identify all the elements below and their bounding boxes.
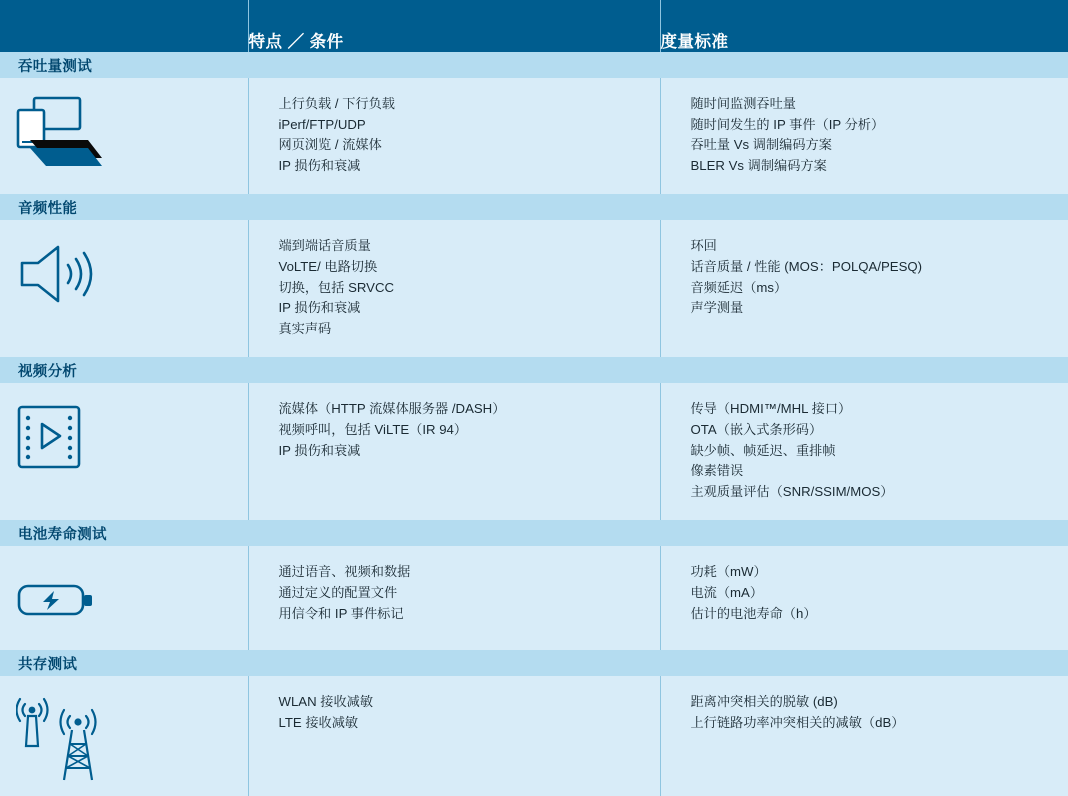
section-content (0, 383, 1068, 520)
feature-line: LTE 接收减敏 (278, 714, 359, 730)
section-title: 共存测试 (18, 656, 78, 673)
section-band (0, 357, 1068, 383)
feature-line: IP 损伤和衰减 (278, 157, 361, 173)
features-cell (248, 383, 660, 520)
feature-line: 网页浏览 / 流媒体 (278, 137, 382, 153)
section-band (0, 520, 1068, 546)
feature-line: WLAN 接收减敏 (278, 694, 374, 710)
section-title: 视频分析 (18, 363, 78, 380)
battery-icon (16, 560, 116, 640)
features-cell (248, 676, 660, 796)
section-content (0, 546, 1068, 650)
feature-line: 真实声码 (278, 320, 332, 336)
section-band-cell (0, 194, 1068, 220)
section-content (0, 676, 1068, 796)
section-content (0, 220, 1068, 357)
header-metrics: 度量标准 (660, 0, 1068, 52)
metrics-cell (660, 676, 1068, 796)
section-band-cell (0, 520, 1068, 546)
features-cell (248, 220, 660, 357)
feature-line: 切换，包括 SRVCC (278, 279, 395, 295)
section-band (0, 52, 1068, 78)
feature-line: IP 损伤和衰减 (278, 300, 361, 316)
feature-line: VoLTE/ 电路切换 (278, 258, 378, 274)
metrics-cell (660, 78, 1068, 194)
metric-line: 电流（mA） (690, 584, 764, 600)
antenna-tower-icon (16, 690, 116, 786)
metric-line: 随时间监测吞吐量 (690, 96, 796, 111)
section-band (0, 650, 1068, 676)
metrics-cell (660, 220, 1068, 357)
metric-line: 环回 (690, 238, 717, 254)
metric-line: 声学测量 (690, 300, 744, 316)
speaker-icon (16, 234, 116, 314)
section-band (0, 194, 1068, 220)
metric-line: 音频延迟（ms） (690, 279, 788, 295)
feature-line: 流媒体（HTTP 流媒体服务器 /DASH） (278, 401, 506, 417)
film-icon (16, 397, 116, 477)
devices-icon (16, 92, 116, 172)
metric-line: 随时间发生的 IP 事件（IP 分析） (690, 116, 885, 132)
section-icon-cell (0, 676, 248, 796)
metric-line: 话音质量 / 性能 (MOS：POLQA/PESQ) (690, 258, 923, 274)
section-content (0, 78, 1068, 194)
section-icon-cell (0, 546, 248, 650)
feature-line: IP 损伤和衰减 (278, 442, 361, 458)
section-band-cell (0, 357, 1068, 383)
metric-line: 缺少帧、帧延迟、重排帧 (690, 442, 836, 458)
metric-line: OTA（嵌入式条形码） (690, 421, 823, 437)
header-features: 特点 ／ 条件 (248, 0, 660, 52)
feature-line: iPerf/FTP/UDP (278, 116, 366, 132)
metric-line: 吞吐量 Vs 调制编码方案 (690, 137, 832, 153)
section-icon-cell (0, 220, 248, 357)
metric-line: 传导（HDMI™/MHL 接口） (690, 401, 852, 417)
metric-line: 主观质量评估（SNR/SSIM/MOS） (690, 483, 894, 499)
metric-line: 距离冲突相关的脱敏 (dB) (690, 694, 838, 710)
feature-line: 端到端话音质量 (278, 238, 371, 254)
metric-line: 功耗（mW） (690, 564, 767, 580)
metrics-cell (660, 383, 1068, 520)
section-title: 音频性能 (18, 200, 78, 217)
feature-line: 通过定义的配置文件 (278, 584, 398, 600)
feature-line: 上行负载 / 下行负载 (278, 96, 395, 111)
section-title: 吞吐量测试 (18, 58, 92, 75)
metric-line: BLER Vs 调制编码方案 (690, 157, 827, 173)
feature-line: 视频呼叫，包括 ViLTE（IR 94） (278, 421, 468, 437)
metric-line: 像素错误 (690, 463, 744, 479)
section-icon-cell (0, 78, 248, 194)
section-band-cell (0, 650, 1068, 676)
section-title: 电池寿命测试 (18, 526, 107, 543)
table-header-row (0, 0, 1068, 52)
header-icon-spacer (0, 0, 248, 52)
section-icon-cell (0, 383, 248, 520)
features-cell (248, 78, 660, 194)
metric-line: 估计的电池寿命（h） (690, 605, 817, 621)
section-band-cell (0, 52, 1068, 78)
features-cell (248, 546, 660, 650)
feature-line: 通过语音、视频和数据 (278, 564, 411, 580)
metrics-cell (660, 546, 1068, 650)
feature-line: 用信令和 IP 事件标记 (278, 605, 404, 621)
metric-line: 上行链路功率冲突相关的减敏（dB） (690, 714, 905, 730)
